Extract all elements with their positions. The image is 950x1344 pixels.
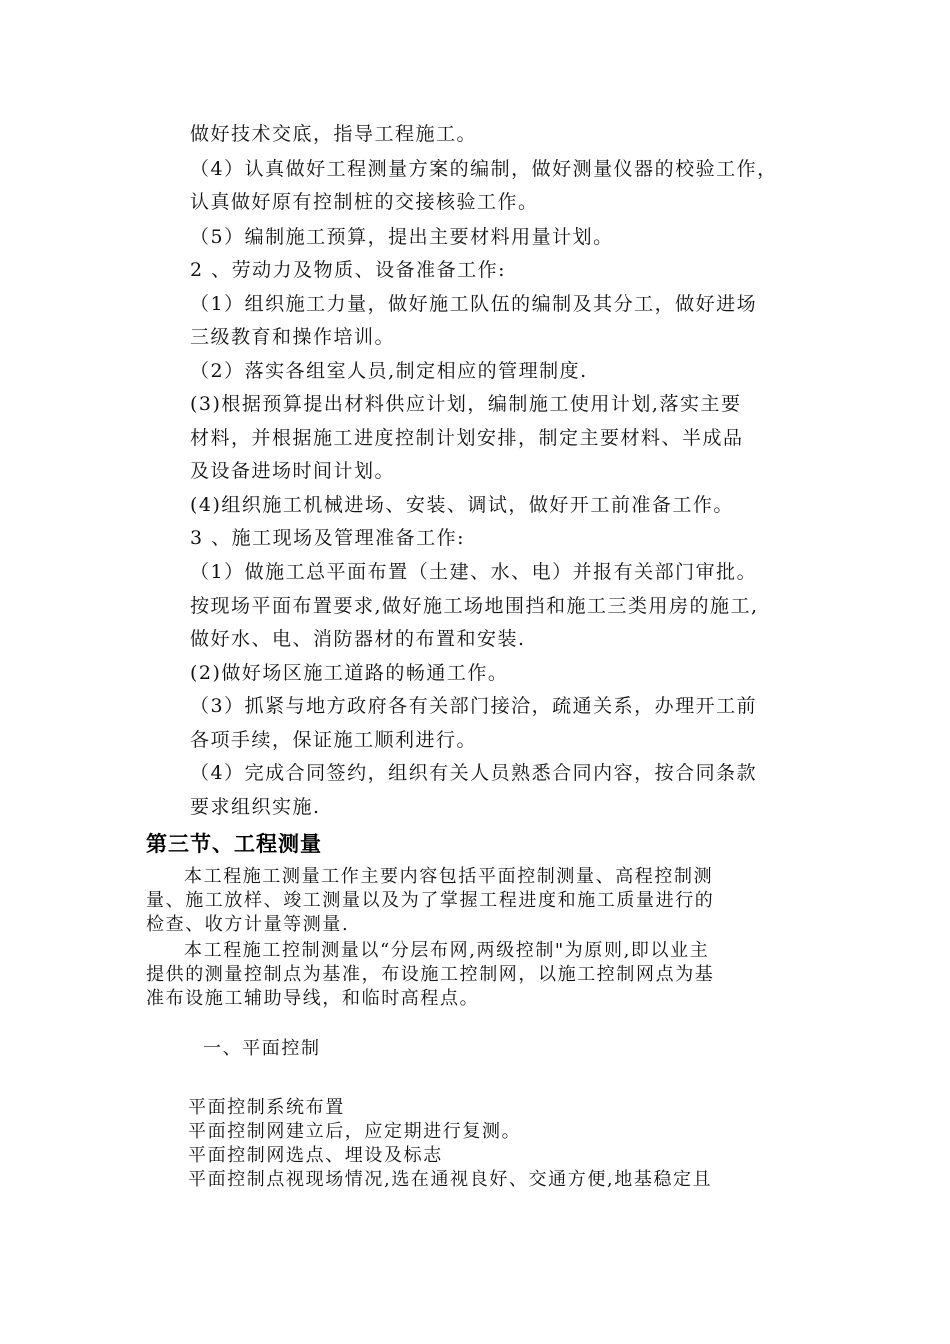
paragraph-line: 平面控制网建立后，应定期进行复测。 <box>188 1121 522 1142</box>
section-heading: 第三节、工程测量 <box>146 832 322 856</box>
text-line: 及设备进场时间计划。 <box>190 460 396 482</box>
text-line: 三级教育和操作培训。 <box>190 326 396 348</box>
paragraph-line: 平面控制系统布置 <box>188 1097 345 1118</box>
text-line: 3 、施工现场及管理准备工作: <box>190 527 466 549</box>
text-line: 要求组织实施. <box>190 796 321 818</box>
text-line: 按现场平面布置要求,做好施工场地围挡和施工三类用房的施工, <box>190 595 759 617</box>
paragraph-line: 本工程施工测量工作主要内容包括平面控制测量、高程控制测 <box>184 866 714 887</box>
text-line: (2)做好场区施工道路的畅通工作。 <box>190 662 509 684</box>
paragraph-line: 检查、收方计量等测量. <box>146 914 350 935</box>
text-line: （4）完成合同签约，组织有关人员熟悉合同内容，按合同条款 <box>190 762 758 784</box>
paragraph-line: 平面控制网选点、埋设及标志 <box>188 1145 443 1166</box>
text-line: 做好技术交底，指导工程施工。 <box>190 123 478 145</box>
text-line: 各项手续，保证施工顺利进行。 <box>190 729 478 751</box>
text-line: (4)组织施工机械进场、安装、调试，做好开工前准备工作。 <box>190 494 734 516</box>
text-line: 认真做好原有控制桩的交接核验工作。 <box>190 191 539 213</box>
subheading: 一、平面控制 <box>203 1038 321 1059</box>
text-line: （2）落实各组室人员,制定相应的管理制度. <box>190 360 588 382</box>
text-line: （4）认真做好工程测量方案的编制，做好测量仪器的校验工作， <box>190 158 778 180</box>
text-line: （1）做施工总平面布置（土建、水、电）并报有关部门审批。 <box>190 561 758 583</box>
text-line: 做好水、电、消防器材的布置和安装. <box>190 628 526 650</box>
text-line: 2 、劳动力及物质、设备准备工作: <box>190 259 507 281</box>
text-line: （5）编制施工预算，提出主要材料用量计划。 <box>190 226 614 248</box>
text-line: (3)根据预算提出材料供应计划，编制施工使用计划,落实主要 <box>190 393 742 415</box>
paragraph-line: 提供的测量控制点为基准，布设施工控制网，以施工控制网点为基 <box>146 964 715 985</box>
paragraph-line: 本工程施工控制测量以“分层布网,两级控制"为原则,即以业主 <box>184 940 710 961</box>
paragraph-line: 准布设施工辅助导线，和临时高程点。 <box>146 988 480 1009</box>
text-line: （1）组织施工力量，做好施工队伍的编制及其分工，做好进场 <box>190 293 758 315</box>
text-line: （3）抓紧与地方政府各有关部门接洽，疏通关系，办理开工前 <box>190 695 758 717</box>
paragraph-line: 平面控制点视现场情况,选在通视良好、交通方便,地基稳定且 <box>188 1169 713 1190</box>
paragraph-line: 量、施工放样、竣工测量以及为了掌握工程进度和施工质量进行的 <box>146 890 715 911</box>
text-line: 材料，并根据施工进度控制计划安排，制定主要材料、半成品 <box>190 427 744 449</box>
